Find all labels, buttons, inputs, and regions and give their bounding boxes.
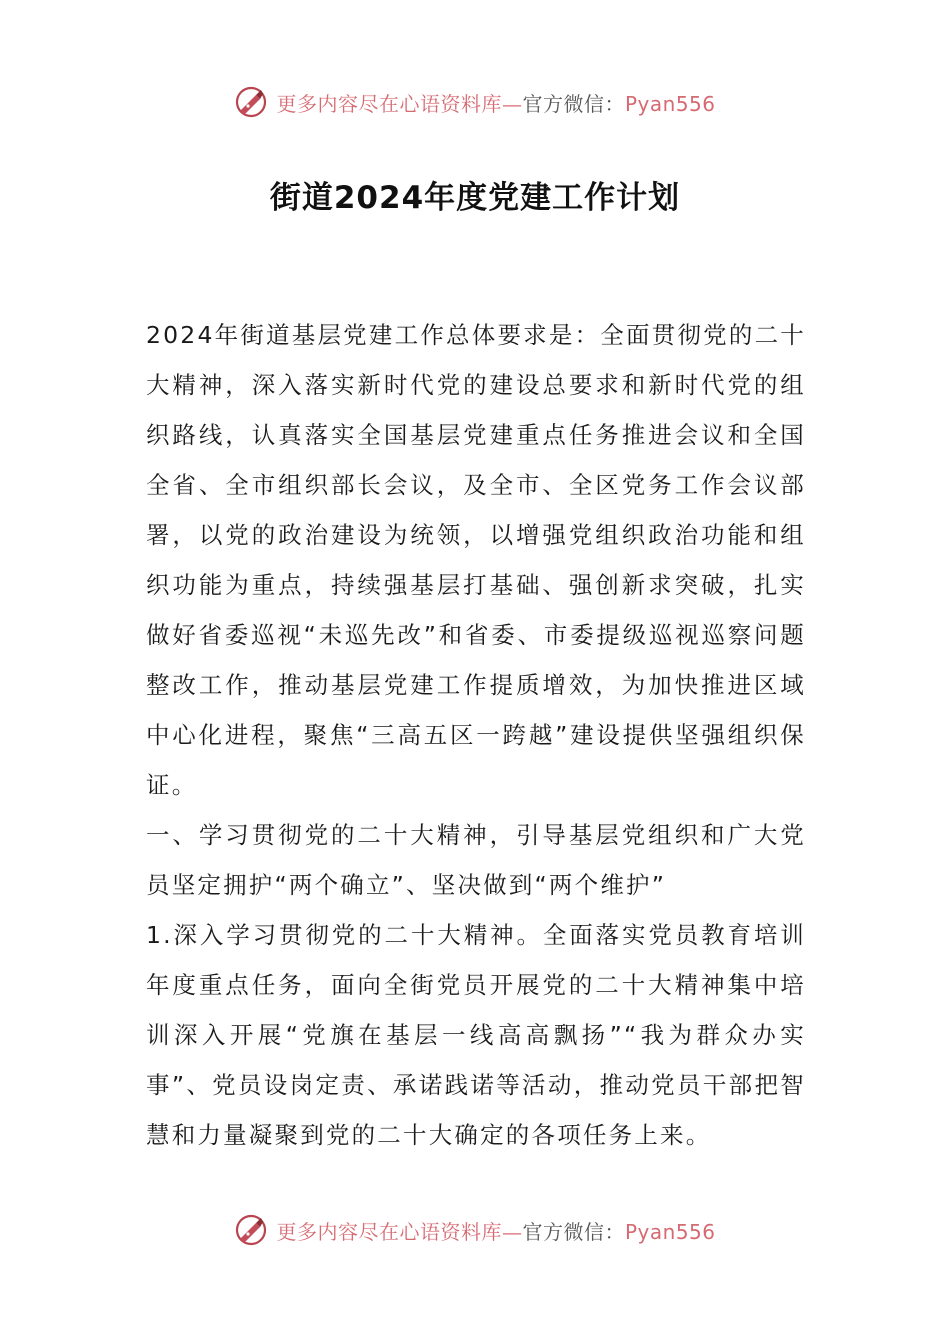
section-heading-1: 一、学习贯彻党的二十大精神，引导基层党组织和广大党员坚定拥护“两个确立”、坚决做到“两个维护” [146, 821, 806, 899]
document-title: 街道2024年度党建工作计划 [269, 180, 681, 216]
header-watermark [0, 82, 950, 122]
paragraph-item-1: 1.深入学习贯彻党的二十大精神。全面落实党员教育培训年度重点任务，面向全街党员开展党的二十大精神集中培训深入开展“党旗在基层一线高高飘扬”“我为群众办实事”、党员设岗定责、承诺践诺等活动，推动党员干部把智慧和力量凝聚到党的二十大确定的各项任务上来。 [146, 921, 806, 1149]
watermark-text: 更多内容尽在心语资料库—官方微信：Pyan556 [276, 91, 716, 116]
pen-nib-logo-icon [234, 85, 268, 119]
paragraph-intro: 2024年街道基层党建工作总体要求是：全面贯彻党的二十大精神，深入落实新时代党的建设总要求和新时代党的组织路线，认真落实全国基层党建重点任务推进会议和全国全省、全市组织部长会议，及全市、全区党务工作会议部署，以党的政治建设为统领，以增强党组织政治功能和组织功能为重点，持续强基层打基础、强创新求突破，扎实做好省委巡视“未巡先改”和省委、市委提级巡视巡察问题整改工作，推动基层党建工作提质增效，为加快推进区域中心化进程，聚焦“三高五区一跨越”建设提供坚强组织保证。 [146, 321, 806, 799]
document-body [146, 310, 806, 1160]
watermark-text: 更多内容尽在心语资料库—官方微信：Pyan556 [276, 1219, 716, 1244]
footer-watermark [0, 1210, 950, 1250]
pen-nib-logo-icon [234, 1213, 268, 1247]
